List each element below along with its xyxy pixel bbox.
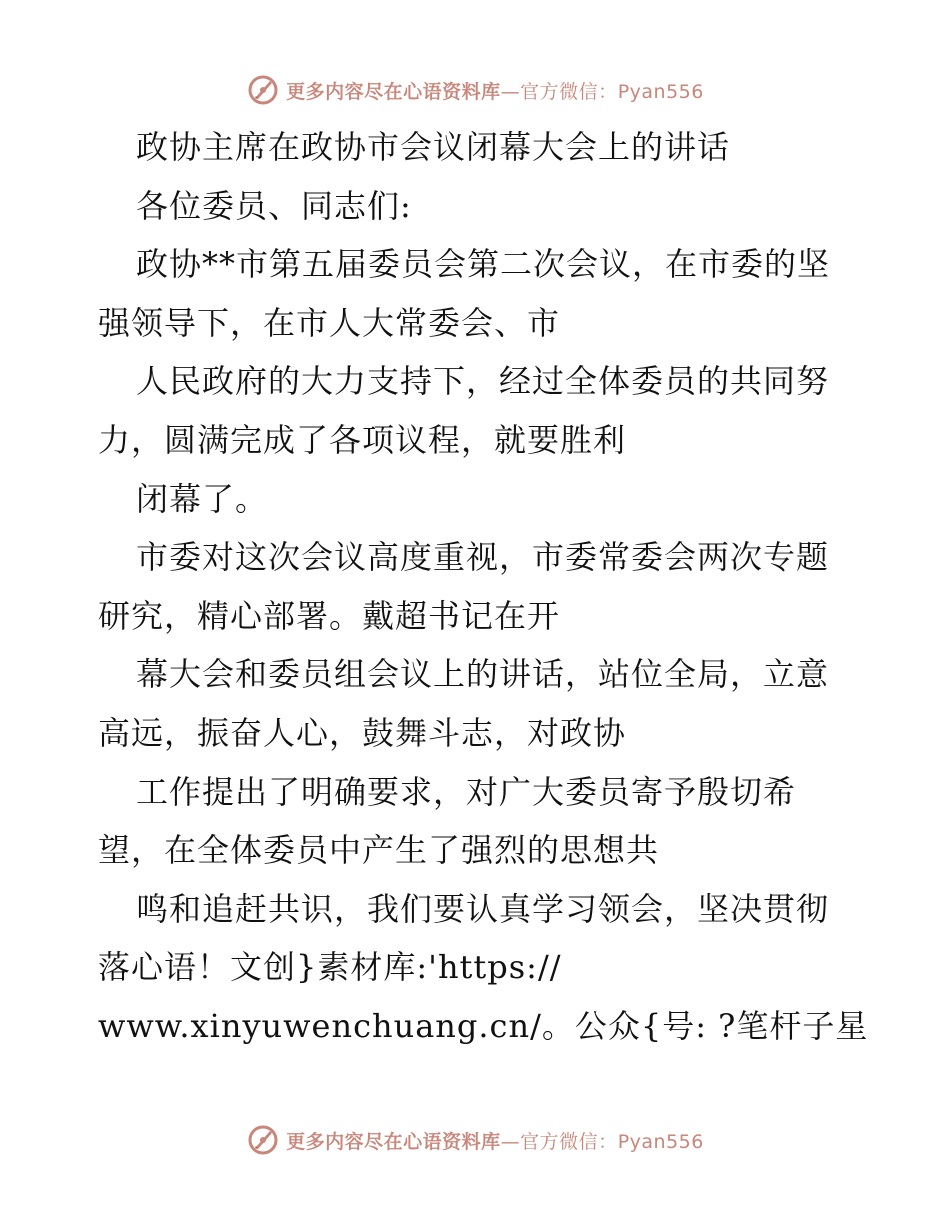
document-line: www.xinyuwenchuang.cn/。公众{号: ?笔杆子星 <box>98 1006 869 1045</box>
document-line: 市委对这次会议高度重视，市委常委会两次专题 <box>136 538 830 577</box>
banner-contact-id: Pyan556 <box>617 1130 704 1153</box>
document-line: 力，圆满完成了各项议程，就要胜利 <box>98 420 627 459</box>
document-line: 人民政府的大力支持下，经过全体委员的共同努 <box>136 362 830 401</box>
banner-text <box>286 77 704 104</box>
document-line: 闭幕了。 <box>136 479 269 518</box>
banner-contact-label: 官方微信： <box>520 1130 618 1153</box>
banner-main-text: 更多内容尽在心语资料库 <box>286 1130 501 1153</box>
document-line: 幕大会和委员组会议上的讲话，站位全局，立意 <box>136 655 830 694</box>
quill-seal-icon <box>246 73 280 107</box>
document-line: 鸣和追赶共识，我们要认真学习领会，坚决贯彻 <box>136 889 830 928</box>
quill-seal-icon <box>246 1123 280 1157</box>
footer-banner <box>0 1120 950 1160</box>
banner-dash: — <box>500 80 521 103</box>
header-banner <box>0 70 950 110</box>
document-body <box>98 118 869 1056</box>
document-line: 研究，精心部署。戴超书记在开 <box>98 596 561 635</box>
document-line: 落心语！文创}素材库:'https:// <box>98 948 562 987</box>
banner-contact-label: 官方微信： <box>520 80 618 103</box>
document-line: 望，在全体委员中产生了强烈的思想共 <box>98 831 660 870</box>
document-line: 强领导下，在市人大常委会、市 <box>98 303 561 342</box>
document-line: 高远，振奋人心，鼓舞斗志，对政协 <box>98 713 627 752</box>
banner-text <box>286 1127 704 1154</box>
document-line: 各位委员、同志们: <box>136 186 412 225</box>
document-line: 工作提出了明确要求，对广大委员寄予殷切希 <box>136 772 797 811</box>
banner-main-text: 更多内容尽在心语资料库 <box>286 80 501 103</box>
document-line: 政协**市第五届委员会第二次会议，在市委的坚 <box>136 245 831 284</box>
banner-contact-id: Pyan556 <box>617 80 704 103</box>
banner-dash: — <box>500 1130 521 1153</box>
document-line: 政协主席在政协市会议闭幕大会上的讲话 <box>136 128 731 166</box>
